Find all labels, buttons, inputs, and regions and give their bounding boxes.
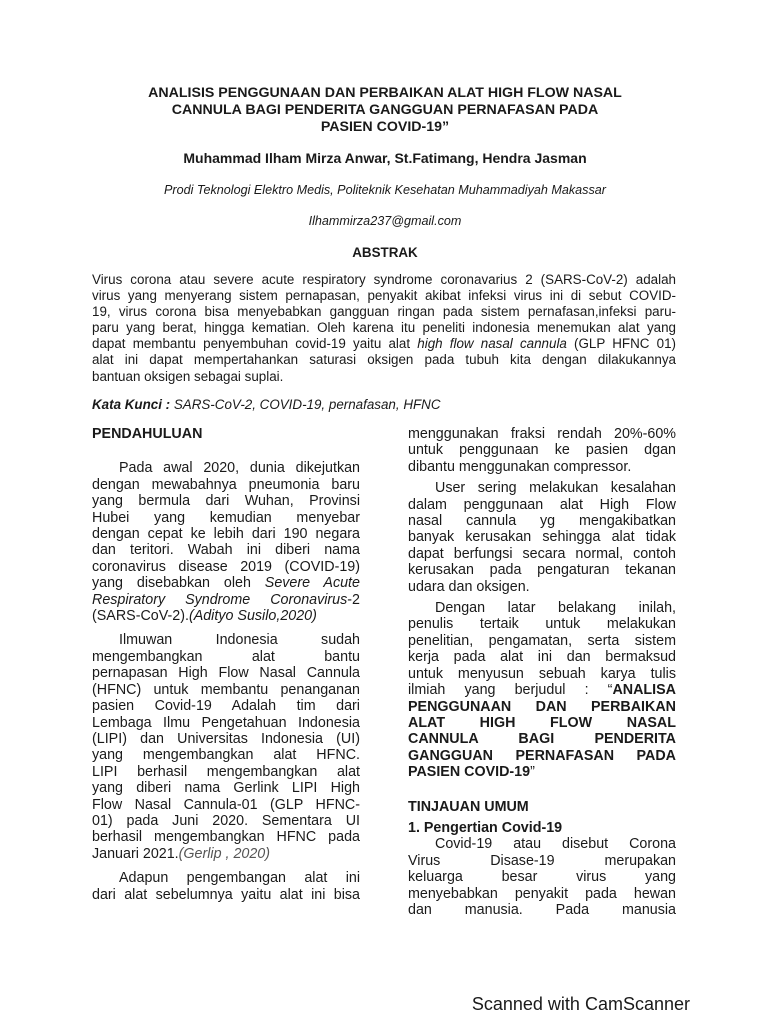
- paragraph-line: yang bermula dari Wuhan, Provinsi: [92, 493, 360, 510]
- abstract-text: dapat membantu penyembuhan covid-19 yaitu alat: [92, 336, 418, 352]
- keywords-label: Kata Kunci :: [92, 397, 171, 412]
- affiliation: Prodi Teknologi Elektro Medis, Politeknik Kesehatan Muhammadiyah Makassar: [164, 183, 606, 197]
- paragraph-line: Lembaga Ilmu Pengetahuan Indonesia: [92, 714, 360, 731]
- abstract-body: [92, 272, 676, 385]
- title-line: CANNULA BAGI PENDERITA GANGGUAN PERNAFASAN PADA: [171, 102, 599, 118]
- paragraph-line: Hubei yang kemudian menyebar: [92, 509, 360, 526]
- left-column: [92, 426, 360, 903]
- abstract-line: virus yang menyerang sistem pernapasan, penyakit akibat infeksi virus ini di sebut COVID-: [92, 288, 676, 304]
- paragraph-line: yang mengembangkan alat HFNC.: [92, 747, 360, 764]
- paragraph-line: [92, 608, 360, 624]
- paragraph-line: udara dan oksigen.: [408, 578, 530, 595]
- authors: Muhammad Ilham Mirza Anwar, St.Fatimang, Hendra Jasman: [183, 150, 587, 166]
- paragraph-line: Adapun pengembangan alat ini: [119, 870, 360, 887]
- bold-title-text: PASIEN COVID-19: [408, 764, 531, 781]
- paragraph-line: banyak kerusakan sehingga alat tidak: [408, 529, 676, 546]
- paragraph-line: User sering melakukan kesalahan: [435, 480, 676, 497]
- paragraph-line: kerusakan pada pengaturan tekanan: [408, 562, 676, 579]
- keywords: [92, 397, 676, 412]
- paragraph-line: berhasil mengembangkan HFNC pada: [92, 829, 360, 846]
- section-heading-pendahuluan: PENDAHULUAN: [92, 426, 203, 442]
- paragraph-line: nasal cannula yg mengakibatkan: [408, 513, 676, 530]
- paragraph-line: dibantu menggunakan compressor.: [408, 458, 632, 475]
- paragraph-line: dengan cepat ke lebih dari 190 negara: [92, 526, 360, 543]
- paragraph-line: [408, 682, 676, 698]
- paragraph-line: kerja pada alat ini dan bermaksud: [408, 649, 676, 666]
- paragraph-line: dengan mewabahnya pneumonia baru: [92, 476, 360, 493]
- paragraph-line: [92, 575, 360, 591]
- paragraph-italic-text: Respiratory Syndrome Coronavirus: [92, 591, 348, 608]
- bold-title-line: PENGGUNAAN DAN PERBAIKAN: [408, 698, 676, 715]
- paragraph-italic-text: Severe Acute: [264, 575, 360, 592]
- paragraph-line: dapat berfungsi secara normal, contoh: [408, 545, 676, 562]
- paragraph-line: dalam penggunaan alat High Flow: [408, 496, 676, 513]
- paragraph-line: yang diberi nama Gerlink LIPI High: [92, 780, 360, 797]
- abstract-line: paru yang berat, hingga kematian. Oleh karena itu peneliti indonesia menemukan alat yang: [92, 320, 676, 336]
- author-email: Ilhammirza237@gmail.com: [308, 214, 462, 228]
- paper-title: [90, 85, 680, 136]
- citation: (Gerlip , 2020): [178, 845, 271, 862]
- paragraph-line: LIPI berhasil mengembangkan alat: [92, 763, 360, 780]
- abstract-line: Virus corona atau severe acute respiratory syndrome coronavarius 2 (SARS-CoV-2) adalah: [92, 272, 676, 287]
- paragraph-line: Pada awal 2020, dunia dikejutkan: [119, 460, 360, 477]
- right-column: [408, 426, 676, 918]
- paragraph-line: Ilmuwan Indonesia sudah: [119, 632, 360, 649]
- paragraph-text: Januari 2021.: [92, 845, 179, 862]
- paragraph-line: [92, 592, 360, 608]
- paragraph-line: dan manusia. Pada manusia: [408, 901, 676, 918]
- paragraph-line: pernapasan High Flow Nasal Cannula: [92, 665, 360, 682]
- paragraph-line: penulis tertaik untuk melakukan: [408, 616, 676, 633]
- paragraph-line: (HFNC) untuk membantu penanganan: [92, 681, 360, 698]
- title-line: ANALISIS PENGGUNAAN DAN PERBAIKAN ALAT HIGH FLOW NASAL: [148, 85, 622, 101]
- paragraph-line: dari alat sebelumnya yaitu alat ini bisa: [92, 886, 360, 903]
- paragraph-text: -2: [347, 591, 360, 608]
- paragraph-line: mengembangkan alat bantu: [92, 648, 360, 665]
- paragraph-line: Flow Nasal Cannula-01 (GLP HFNC-: [92, 796, 360, 813]
- paragraph-text: (SARS-CoV-2).: [92, 608, 189, 625]
- subsection-heading: 1. Pengertian Covid-19: [408, 819, 563, 836]
- bold-title-text: ANALISA: [612, 682, 676, 699]
- paragraph-line: untuk menyusun sebuah karya tulis: [408, 665, 676, 682]
- abstract-line: bantuan oksigen sebagai suplai.: [92, 368, 284, 384]
- keywords-text: SARS-CoV-2, COVID-19, pernafasan, HFNC: [170, 397, 441, 412]
- abstract-line: alat ini dapat mempertahankan saturasi oksigen pada tubuh kita dengan dilakukannya: [92, 352, 676, 368]
- paragraph-line: [408, 764, 676, 780]
- paragraph-line: coronavirus disease 2019 (COVID-19): [92, 558, 360, 575]
- bold-title-line: ALAT HIGH FLOW NASAL: [408, 714, 676, 731]
- paragraph-line: (LIPI) dan Universitas Indonesia (UI): [92, 730, 360, 747]
- section-heading-tinjauan-umum: TINJAUAN UMUM: [408, 798, 529, 815]
- paragraph-line: penelitian, pengamatan, serta sistem: [408, 632, 676, 649]
- paragraph-line: [92, 846, 360, 862]
- abstract-heading: ABSTRAK: [352, 245, 418, 260]
- scanner-watermark: Scanned with CamScanner: [471, 994, 690, 1014]
- paragraph-line: menyebabkan penyakit pada hewan: [408, 885, 676, 902]
- paragraph-line: Dengan latar belakang inilah,: [435, 600, 676, 617]
- abstract-text: (GLP HFNC 01): [566, 336, 676, 352]
- bold-title-line: CANNULA BAGI PENDERITA: [408, 731, 676, 748]
- abstract-line: [92, 336, 676, 352]
- paragraph-line: dan teritori. Wabah ini diberi nama: [92, 542, 360, 559]
- paragraph-text: yang disebabkan oleh: [92, 575, 265, 592]
- paragraph-line: Virus Disase-19 merupakan: [408, 852, 676, 869]
- paragraph-line: 01) pada Juni 2020. Sementara UI: [92, 812, 360, 829]
- abstract-line: 19, virus corona bisa menyebabkan gangguan ringan pada sistem pernafasan,infeksi paru-: [92, 304, 676, 320]
- citation: (Adityo Susilo,2020): [188, 608, 317, 625]
- bold-title-line: GANGGUAN PERNAFASAN PADA: [408, 747, 676, 764]
- paragraph-text: ilmiah yang berjudul : “: [408, 682, 613, 699]
- title-line: PASIEN COVID-19”: [320, 119, 450, 135]
- paragraph-text: ”: [530, 764, 535, 781]
- paragraph-line: pasien Covid-19 Adalah tim dari: [92, 698, 360, 715]
- paragraph-line: untuk penggunaan ke pasien dgan: [408, 442, 676, 459]
- paragraph-line: menggunakan fraksi rendah 20%-60%: [408, 426, 676, 442]
- abstract-italic-term: high flow nasal cannula: [417, 336, 567, 352]
- paragraph-line: Covid-19 atau disebut Corona: [435, 836, 676, 853]
- paragraph-line: keluarga besar virus yang: [408, 869, 676, 886]
